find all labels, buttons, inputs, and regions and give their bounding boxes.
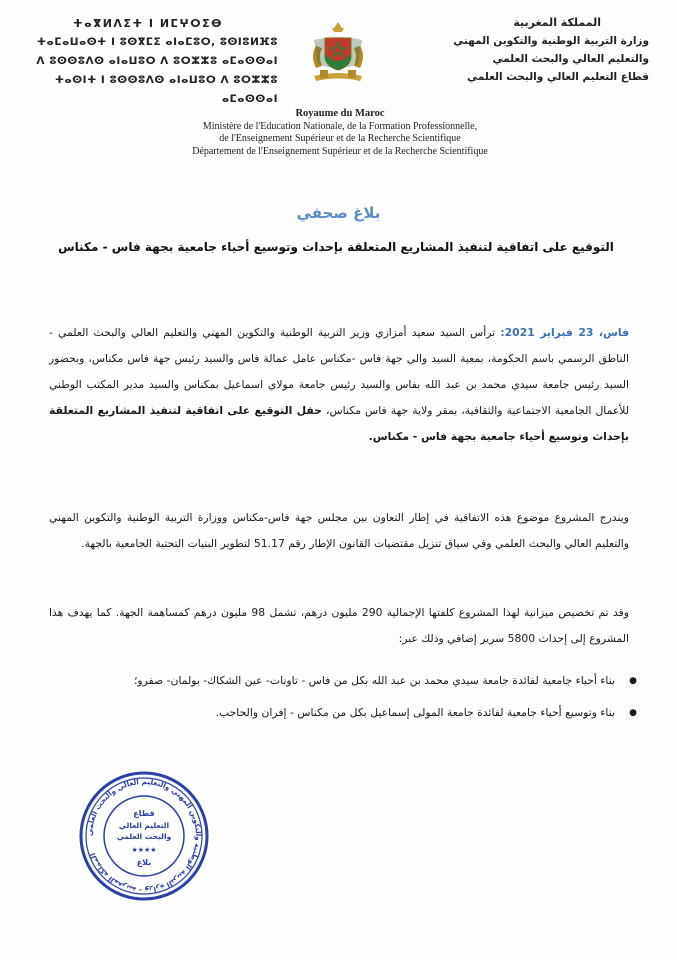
tifinagh-line-3: ⴷ ⵓⵙⵙⵓⴷⵙ ⴰⵏⴰⵡⵓⵔ ⴷ ⵓⵔⵣⵣⵓ ⴰⵎⴰⵙⵙⴰⵏ bbox=[36, 55, 278, 67]
tifinagh-header bbox=[18, 14, 278, 109]
stamp-center-line-2: التعليم العالي bbox=[118, 821, 170, 830]
tifinagh-line-2: ⵜⴰⵎⴰⵡⴰⵙⵜ ⵏ ⵓⵙⴳⵎⵉ ⴰⵏⴰⵎⵓⵔ, ⵓⵙⵏⵓⵍⴼⵓ bbox=[36, 36, 278, 48]
paragraph-2: ويندرج المشروع موضوع هذه الاتفاقية في إطار التعاون بين مجلس جهة فاس-مكناس ووزارة التربية الوطنية والتكوين المهني والتعليم العالي والبحث العلمي وفي سياق تنزيل مقتضيات القانون الإطار رقم 51.17 لتطوير البنيات التحتية الجامعية بالجهة. bbox=[49, 511, 629, 550]
project-list bbox=[57, 668, 637, 732]
french-kingdom: Royaume du Maroc bbox=[295, 108, 385, 119]
subject-heading: التوقيع على اتفاقية لتنفيذ المشاريع المتعلقة بإحداث وتوسيع أحياء جامعية بجهة فاس - مكناس bbox=[58, 240, 614, 254]
tifinagh-line-4: ⵜⴰⵙⵏⵜ ⵏ ⵓⵙⵙⵓⴷⵙ ⴰⵏⴰⵡⵓⵔ ⴷ ⵓⵔⵣⵣⵓ ⴰⵎⴰⵙⵙⴰⵏ bbox=[54, 74, 278, 105]
official-stamp bbox=[78, 770, 210, 902]
arabic-header bbox=[419, 14, 649, 86]
french-department: Département de l'Enseignement Supérieur et de la Recherche Scientifique bbox=[192, 145, 488, 157]
arabic-header-line-3: والتعليم العالي والبحث العلمي bbox=[492, 53, 649, 65]
press-release-title: بلاغ صحفي bbox=[296, 204, 381, 222]
paragraph-1-bold: حفل التوقيع على اتفاقية لتنفيذ المشاريع المتعلقة بإحداث وتوسيع أحياء جامعية بجهة فاس - مكناس. bbox=[49, 404, 629, 443]
arabic-header-line-1: المملكة المغربية bbox=[513, 16, 601, 29]
list-item: ● بناء وتوسيع أحياء جامعية لفائدة جامعة المولى إسماعيل بكل من مكناس - إفران والحاجب. bbox=[57, 700, 637, 726]
tifinagh-line-1: ⵜⴰⴳⵍⴷⵉⵜ ⵏ ⵍⵎⵖⵔⵉⴱ bbox=[72, 17, 223, 30]
royal-coat-of-arms-icon bbox=[308, 20, 368, 86]
list-item: ● بناء أحياء جامعية لفائدة جامعة سيدي محمد بن عبد الله بكل من فاس - تاونات- عين الشكاك- بولمان- صفرو؛ bbox=[57, 668, 637, 694]
arabic-header-line-2: وزارة التربية الوطنية والتكوين المهني bbox=[453, 35, 649, 47]
french-ministry-line-1: Ministère de l'Education Nationale, de la Formation Professionnelle, bbox=[202, 120, 478, 132]
paragraph-1 bbox=[49, 320, 629, 450]
paragraph-1-text: ترأس السيد سعيد أمزازي وزير التربية الوطنية والتكوين المهني والتعليم العالي والبحث العلمي - الناطق الرسمي باسم الحكومة، بمعية السيد والي جهة فاس -مكناس عامل عمالة فاس والسيد رئيس جهة فاس مكناس، وبحضور السيد رئيس جامعة سيدي محمد بن عبد الله بفاس والسيد رئيس جامعة مولاي اسماعيل بمكناس والسيد مدير المكتب الوطني للأعمال الجامعية الاجتماعية والثقافية، بمقر ولاية جهة فاس مكناس، bbox=[49, 326, 629, 417]
stamp-center-line-3: والبحث العلمي bbox=[116, 832, 172, 841]
paragraph-3: وقد تم تخصيص ميزانية لهذا المشروع كلفتها الإجمالية 290 مليون درهم، تشمل 98 مليون درهم كمساهمة الجهة. كما يهدف هذا المشروع إلى إحداث 5800 سرير إضافي وذلك عبر: bbox=[49, 606, 630, 645]
stamp-ring-text: المملكة المغربية - وزارة التربية الوطنية والتكوين المهني والتعليم العالي والبحث العلمي bbox=[84, 776, 204, 896]
stamp-center-line-5: بلاغ bbox=[136, 858, 152, 867]
arabic-header-line-4: قطاع التعليم العالي والبحث العلمي bbox=[467, 71, 649, 83]
date-line: فاس، 23 فبراير 2021: bbox=[500, 326, 630, 339]
french-ministry-line-2: de l'Enseignement Supérieur et de la Recherche Scientifique bbox=[219, 133, 461, 144]
stamp-stars: ★★★★ bbox=[131, 846, 157, 854]
stamp-center-line-1: قطاع bbox=[133, 809, 155, 818]
french-header bbox=[140, 108, 540, 158]
